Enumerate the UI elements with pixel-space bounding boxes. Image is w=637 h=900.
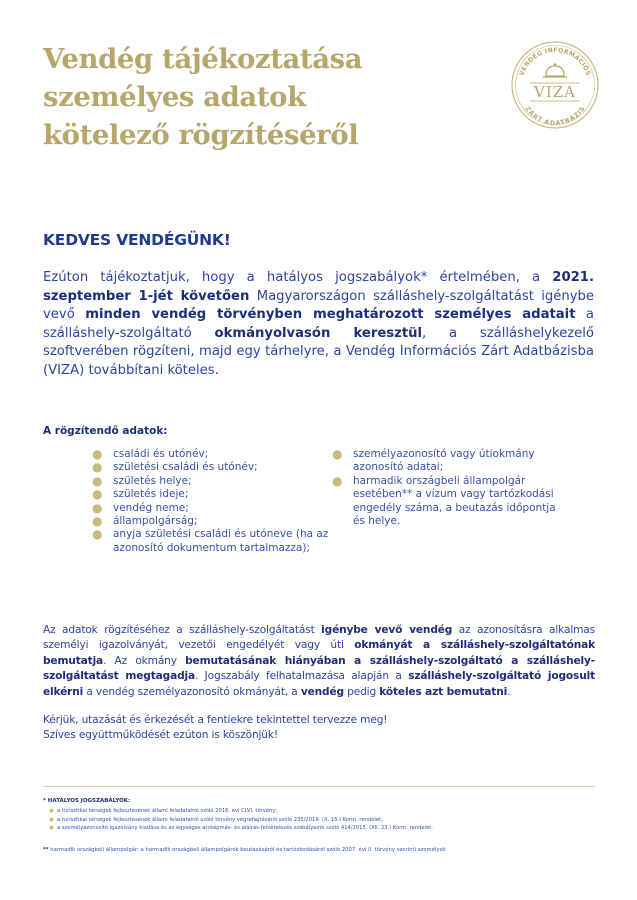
list-item-text: állampolgárság; [113, 515, 198, 528]
list-item-text: családi és utónév; [113, 448, 209, 460]
para-text: az azonosításra alkalmas személyi igazolványát, vezetői engedélyét vagy úti [43, 624, 595, 652]
closing-line: Kérjük, utazását és érkezését a fentiekre tekintettel tervezze meg! [43, 714, 388, 726]
intro-bold: okmányolvasón keresztül [214, 325, 423, 341]
para-text: . Jogszabály felhatalmazása alapján a [195, 670, 409, 683]
list-item [90, 475, 330, 488]
para-bold: köteles azt bemutatni [379, 685, 508, 698]
bullet-icon: ● [332, 473, 343, 488]
list-item [90, 502, 330, 515]
obligation-paragraph [43, 623, 595, 700]
logo-bottom-arc: ZÁRT ADATBÁZIS [523, 105, 587, 128]
list-item [90, 528, 330, 555]
list-item [43, 816, 433, 825]
bullet-icon: ● [92, 514, 103, 529]
para-text: . Az okmány [103, 654, 186, 667]
list-item [90, 461, 330, 474]
bullet-icon: ● [92, 527, 103, 542]
para-text: . [507, 685, 511, 698]
title-line: Vendég tájékoztatása [43, 43, 363, 75]
logo-main-text: VIZA [533, 83, 577, 101]
bullet-icon: ● [92, 487, 103, 502]
viza-logo [510, 40, 600, 130]
bullet-icon: ● [92, 500, 103, 515]
para-bold: okmányát a szálláshely-szolgáltatónak bemutatja [43, 639, 595, 667]
intro-paragraph [43, 269, 594, 380]
list-item-text: születés ideje; [113, 488, 189, 501]
list-item-text: születési családi és utónév; [113, 461, 258, 474]
para-text: a vendég személyazonosító okmányát, a [83, 685, 301, 698]
footer-note-text: harmadik országbeli állampolgár: a harmadik országbeli állampolgárok beutazásáról és tartózkodásáról szóló 2007. évi II. törvény szerinti személyek [48, 847, 446, 853]
bullet-icon: ● [92, 473, 103, 488]
list-item [330, 448, 570, 475]
footer-note [43, 847, 446, 853]
list-item [90, 515, 330, 528]
intro-text: Ezúton tájékoztatjuk, hogy a hatályos jogszabályok* értelmében, a [43, 270, 553, 285]
data-list-right [330, 448, 570, 528]
bullet-icon: ● [92, 460, 103, 475]
para-bold: szálláshely-szolgáltató jogosult elkérni [43, 670, 595, 698]
para-bold: vendég [300, 685, 344, 698]
footer-law-list [43, 807, 433, 833]
intro-bold: 2021. szeptember 1-jét követően [43, 270, 594, 304]
footer-note-mark: ** [43, 847, 49, 853]
data-list-left [90, 448, 330, 555]
svg-text:ZÁRT ADATBÁZIS [523, 105, 586, 127]
para-text: pedig [343, 685, 380, 698]
para-bold: bemutatásának hiányában a szálláshely-szolgáltató a szálláshely-szolgáltatást megtagadja [43, 654, 595, 683]
intro-bold: minden vendég törvényben meghatározott személyes adatait [85, 307, 576, 322]
list-item [43, 824, 433, 833]
closing-paragraph [43, 713, 595, 744]
logo-top-arc: VENDÉG INFORMÁCIÓS [518, 46, 592, 77]
intro-text: , a szálláshelykezelő szoftverében rögzíteni, majd egy tárhelyre, a Vendég Információs Zárt Adatbázisba (VIZA) továbbítani köteles. [43, 325, 594, 378]
list-item-text: harmadik országbeli állampolgár esetében** a vízum vagy tartózkodási engedély száma, a beutazás időpontja és helye. [353, 474, 556, 528]
bullet-icon: ● [49, 825, 54, 832]
list-item-text: anyja születési családi és utóneve (ha az azonosító dokumentum tartalmazza); [113, 528, 329, 554]
list-item-text: születés helye; [113, 474, 192, 487]
closing-line: Szíves együttműködését ezúton is köszönjük! [43, 729, 278, 742]
bullet-icon: ● [332, 447, 343, 461]
footer-law-text: a turisztikai térségek fejlesztésének állami feladatairól szóló 2016. évi CLVI. törvény; [57, 808, 278, 814]
footer-divider [43, 786, 595, 787]
page-title [43, 40, 463, 154]
list-item [330, 475, 570, 529]
intro-text: Magyarországon szálláshely-szolgáltatást igénybe vevő [43, 288, 594, 322]
footer-heading: * HATÁLYOS JOGSZABÁLYOK: [43, 798, 131, 804]
para-text: Az adatok rögzítéséhez a szálláshely-szolgáltatást [43, 624, 322, 636]
para-bold: igénybe vevő vendég [321, 624, 453, 636]
footer-law-text: a turisztikai térségek fejlesztésének állami feladatairól szóló törvény végrehajtásáról szóló 235/2019. (X. 15.) Korm. rendelet; [57, 816, 383, 823]
svg-text:VENDÉG INFORMÁCIÓS [518, 47, 591, 77]
list-item [43, 807, 433, 816]
list-item [90, 448, 330, 461]
intro-text: a szálláshely-szolgáltató [43, 307, 594, 341]
list-item-text: vendég neme; [113, 501, 189, 514]
bullet-icon: ● [49, 816, 54, 823]
bullet-icon: ● [49, 808, 54, 814]
footer-law-text: a személyazonosító igazolvány kiadása és az egységes arcképmás- és aláírás-felvételezés szabályairól szóló 414/2015. (XII. 23.) Korm. rendelet. [57, 825, 433, 832]
title-line: személyes adatok [43, 81, 306, 113]
list-item-text: személyazonosító vagy útiokmány azonosító adatai; [353, 448, 535, 474]
bell-icon [543, 63, 567, 77]
greeting-heading: KEDVES VENDÉGÜNK! [43, 231, 231, 249]
bullet-icon: ● [92, 447, 103, 461]
data-heading: A rögzítendő adatok: [43, 425, 168, 437]
list-item [90, 488, 330, 501]
title-line: kötelező rögzítéséről [43, 119, 359, 151]
